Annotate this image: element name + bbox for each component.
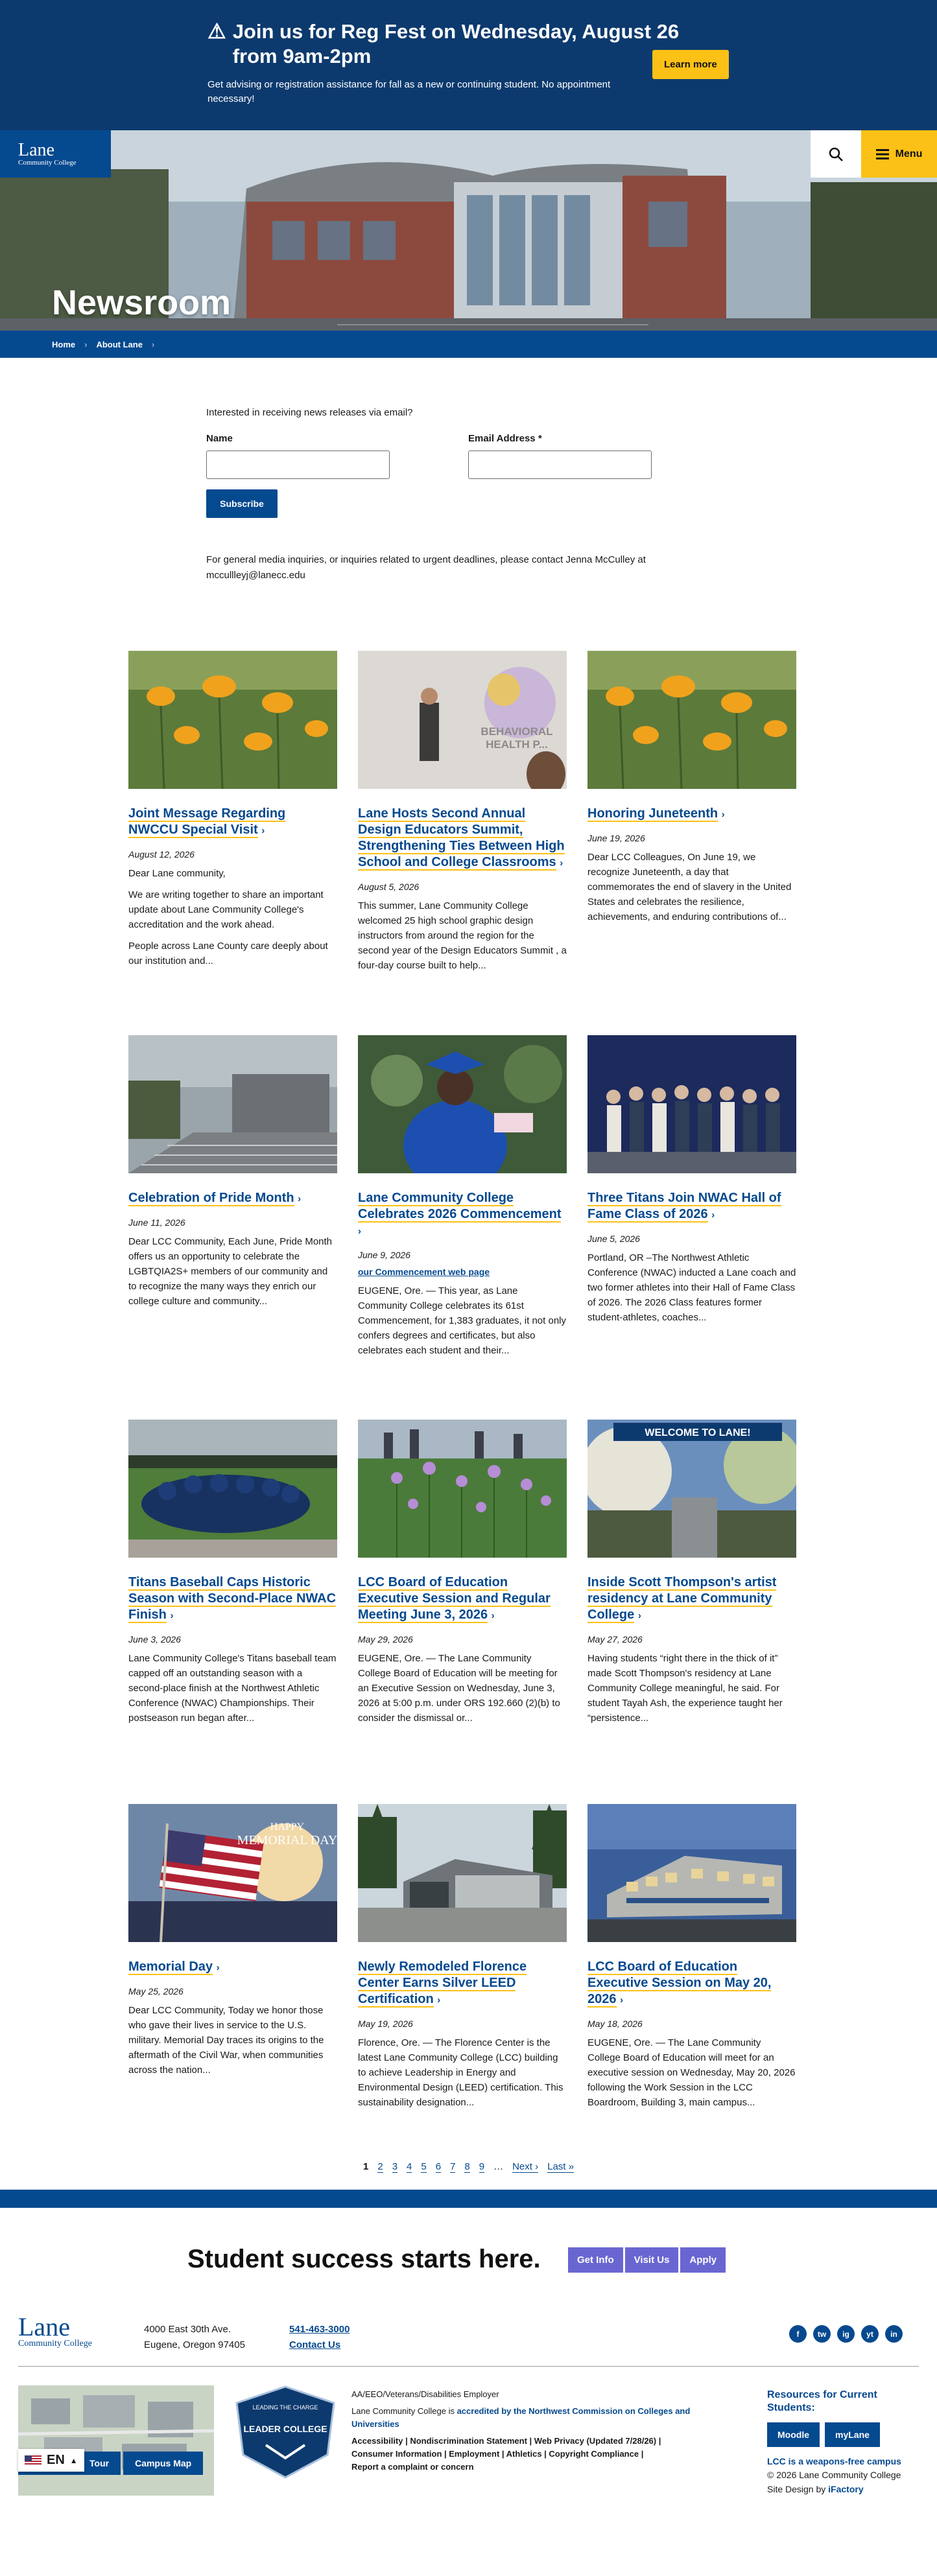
news-card-excerpt: Dear LCC Community, Each June, Pride Month offers us an opportunity to celebrate the LGBTQIA2S+ members of our community and to recognize the many ways they enrich our college culture and community... — [128, 1236, 333, 1307]
news-card — [128, 1420, 337, 1726]
news-card-image[interactable] — [358, 651, 567, 789]
chevron-right-icon: › — [560, 858, 563, 869]
news-image-graphic — [358, 651, 567, 789]
news-card — [587, 1804, 796, 2110]
phone-link[interactable]: 541-463-3000 — [289, 2324, 350, 2335]
language-code: EN — [47, 2453, 65, 2467]
name-label: Name — [206, 433, 233, 444]
news-card-image[interactable] — [128, 1804, 337, 1942]
contact-us-link[interactable]: Contact Us — [289, 2339, 341, 2350]
student-resources — [767, 2389, 923, 2495]
twitter-icon[interactable]: tw — [813, 2325, 831, 2343]
footer-logo-subtext: Community College — [18, 2339, 92, 2348]
news-card-title[interactable] — [358, 1959, 567, 2008]
news-title-text[interactable]: LCC Board of Education Executive Session and Regular Meeting June 3, 2026 — [358, 1575, 551, 1622]
memorial-text-line1: HAPPY — [270, 1821, 305, 1832]
chevron-right-icon: › — [620, 1995, 624, 2006]
page-link[interactable]: 3 — [392, 2161, 398, 2172]
logo-text: Lane — [18, 139, 54, 160]
menu-button[interactable] — [861, 130, 937, 178]
news-image-graphic — [128, 1035, 337, 1173]
news-card-excerpt: Lane Community College's Titans baseball team capped off an outstanding season with a second-place finish at the Northwest Athletic Conference (NWAC) Championships. Their postseason run began after... — [128, 1653, 337, 1724]
chevron-right-icon: › — [637, 1610, 641, 1621]
news-image-graphic — [587, 1420, 796, 1558]
resources-title: Resources for Current Students: — [767, 2389, 877, 2413]
page-link[interactable]: 4 — [407, 2161, 412, 2172]
address-line2: Eugene, Oregon 97405 — [144, 2339, 245, 2350]
page-title: Newsroom — [52, 283, 231, 322]
facebook-icon[interactable]: f — [789, 2325, 807, 2343]
campus-map-button[interactable]: Campus Map — [123, 2452, 203, 2475]
subscribe-button[interactable]: Subscribe — [206, 489, 278, 518]
menu-label: Menu — [895, 148, 923, 159]
legal-links-3[interactable]: Report a complaint or concern — [351, 2462, 474, 2472]
news-title-text[interactable]: Three Titans Join NWAC Hall of Fame Class of 2026 — [587, 1191, 781, 1221]
leader-college-badge — [230, 2383, 340, 2481]
news-title-text[interactable]: Memorial Day — [128, 1960, 213, 1974]
chevron-right-icon: › — [298, 1193, 302, 1204]
site-design-prefix: Site Design by — [767, 2484, 829, 2494]
chevron-right-icon: › — [170, 1610, 174, 1621]
news-card-date: May 25, 2026 — [128, 1986, 184, 1996]
news-card-excerpt: EUGENE, Ore. — The Lane Community College Board of Education will meet for an executive session on Wednesday, May 20, 2026 following the Work Session in the LCC Boardroom, Building 3, main campus... — [587, 2037, 796, 2108]
news-card-image[interactable] — [587, 651, 796, 789]
search-button[interactable] — [811, 130, 861, 178]
news-image-graphic — [358, 1035, 567, 1173]
poster-text-line2: HEALTH P... — [486, 738, 548, 751]
logo-subtext: Community College — [18, 158, 77, 167]
news-card-date: June 5, 2026 — [587, 1234, 640, 1244]
us-flag-icon — [25, 2455, 42, 2466]
cta-buttons — [568, 2247, 728, 2273]
page-link[interactable]: 9 — [479, 2161, 485, 2172]
hero-building-image — [0, 130, 937, 358]
news-image-graphic — [587, 1804, 796, 1942]
linkedin-icon[interactable]: in — [885, 2325, 903, 2343]
legal-links-2[interactable]: Consumer Information | Employment | Athletics | Copyright Compliance | — [351, 2449, 644, 2459]
apply-button[interactable]: Apply — [680, 2247, 726, 2273]
moodle-button[interactable]: Moodle — [767, 2422, 820, 2447]
pagination — [0, 2161, 937, 2173]
page-ellipsis: … — [493, 2161, 504, 2172]
page-link[interactable]: 8 — [464, 2161, 470, 2172]
news-card-excerpt: EUGENE, Ore. — This year, as Lane Community College celebrates its 61st Commencement, for 1,383 graduates, it not only confers degrees and certificates, but also celebrates each student and their... — [358, 1285, 567, 1356]
language-selector[interactable] — [18, 2449, 84, 2472]
news-card-date: June 11, 2026 — [128, 1217, 185, 1228]
news-card-image[interactable] — [587, 1420, 796, 1558]
news-image-graphic — [128, 1804, 337, 1942]
news-card-excerpt: People across Lane County care deeply about our institution and... — [128, 941, 328, 966]
chevron-right-icon: › — [216, 1962, 220, 1973]
get-info-button[interactable]: Get Info — [568, 2247, 623, 2273]
news-card-image[interactable] — [128, 1420, 337, 1558]
youtube-icon[interactable]: yt — [861, 2325, 879, 2343]
page-link[interactable]: 5 — [421, 2161, 427, 2172]
copyright: © 2026 Lane Community College — [767, 2470, 901, 2480]
lane-logo[interactable] — [0, 130, 111, 178]
news-card-title[interactable] — [587, 1575, 796, 1624]
page-link[interactable]: 6 — [435, 2161, 442, 2172]
news-card — [358, 651, 567, 973]
news-card-date: August 12, 2026 — [128, 849, 195, 860]
news-image-graphic — [587, 1035, 796, 1173]
news-image-graphic — [128, 651, 337, 789]
name-field[interactable] — [206, 451, 390, 479]
news-card-image[interactable] — [128, 1035, 337, 1173]
news-card-date: May 18, 2026 — [587, 2019, 643, 2029]
news-image-graphic — [358, 1804, 567, 1942]
subscribe-section — [0, 358, 937, 618]
alert-title-text: Join us for Reg Fest on Wednesday, August 26 from 9am-2pm — [232, 20, 680, 67]
news-card-date: June 3, 2026 — [128, 1634, 181, 1645]
news-card-excerpt: Portland, OR –The Northwest Athletic Conference (NWAC) inducted a Lane coach and two former athletes into their Hall of Fame Class of 2026. The 2026 Class features former student-athletes, coaches... — [587, 1252, 796, 1323]
alert-banner — [0, 0, 937, 130]
resource-buttons — [767, 2422, 923, 2447]
news-card — [128, 651, 337, 968]
alert-title — [208, 19, 726, 69]
page-current: 1 — [363, 2161, 369, 2172]
footer-logo[interactable] — [18, 2312, 92, 2349]
news-title-text[interactable]: Lane Community College Celebrates 2026 Commencement — [358, 1191, 562, 1221]
news-card — [128, 1804, 337, 2078]
visit-us-button[interactable]: Visit Us — [625, 2247, 679, 2273]
news-card-image[interactable] — [358, 1804, 567, 1942]
campus-map-image[interactable] — [18, 2385, 214, 2496]
badge-top-text: LEADING THE CHARGE — [252, 2404, 318, 2411]
hamburger-icon — [876, 149, 889, 159]
subscribe-question: Interested in receiving news releases via email? — [206, 407, 413, 418]
page-link[interactable]: 2 — [377, 2161, 383, 2172]
news-grid — [0, 618, 937, 2190]
news-image-graphic — [358, 1420, 567, 1558]
address-line1: 4000 East 30th Ave. — [144, 2324, 231, 2335]
news-card-date: August 5, 2026 — [358, 882, 420, 892]
news-card-image[interactable] — [587, 1804, 796, 1942]
news-card-excerpt: Dear LCC Colleagues, On June 19, we recognize Juneteenth, a day that commemorates the end of slavery in the United States and celebrates the resilience, achievements, and enduring contributions of... — [587, 852, 792, 922]
news-image-graphic — [587, 651, 796, 789]
chevron-right-icon: › — [721, 809, 725, 820]
next-page-link[interactable]: Next › — [512, 2161, 539, 2172]
news-card-link[interactable]: our Commencement web page — [358, 1267, 490, 1277]
news-card-excerpt: We are writing together to share an important update about Lane Community College's accreditation and the work ahead. — [128, 889, 324, 930]
footer-address — [144, 2322, 245, 2353]
footer-logo-text: Lane — [18, 2312, 70, 2341]
news-title-text[interactable]: Newly Remodeled Florence Center Earns Silver LEED Certification — [358, 1960, 527, 2006]
chevron-right-icon: › — [84, 339, 88, 349]
instagram-icon[interactable]: ig — [837, 2325, 855, 2343]
chevron-right-icon: › — [711, 1210, 715, 1221]
chevron-right-icon: › — [151, 339, 155, 349]
news-card — [587, 651, 796, 924]
news-card-title[interactable] — [358, 1190, 567, 1239]
accreditation-link[interactable]: accredited by the Northwest Commission on Colleges and Universities — [351, 2406, 691, 2429]
page-link[interactable]: 7 — [450, 2161, 456, 2172]
learn-more-button[interactable]: Learn more — [652, 50, 729, 79]
news-card-title[interactable] — [128, 806, 337, 839]
news-card-image[interactable] — [358, 1035, 567, 1173]
eeo-statement: AA/EEO/Veterans/Disabilities Employer — [351, 2389, 499, 2399]
news-card-excerpt: Dear LCC Community, Today we honor those who gave their lives in service to the U.S. military. Memorial Day traces its origins to the aftermath of the Civil War, when communities across the nation... — [128, 2005, 324, 2076]
breadcrumb — [0, 331, 937, 358]
news-card-excerpt: EUGENE, Ore. — The Lane Community College Board of Education will be meeting for an Executive Session on Wednesday, June 3, 2026 at 5:00 p.m. under ORS 192.660 (2)(b) to consider the dismissal or... — [358, 1653, 560, 1724]
news-card-image[interactable] — [128, 651, 337, 789]
news-card-title[interactable] — [128, 1959, 337, 1976]
news-card-date: May 29, 2026 — [358, 1634, 413, 1645]
news-card — [358, 1420, 567, 1726]
chevron-right-icon: › — [437, 1995, 441, 2006]
footer-divider — [18, 2366, 919, 2367]
poster-text-line1: BEHAVIORAL — [480, 725, 553, 738]
breadcrumb-home[interactable]: Home — [52, 339, 76, 349]
map-graphic — [18, 2385, 214, 2496]
site-design — [767, 2483, 923, 2495]
news-card-excerpt: Florence, Ore. — The Florence Center is the latest Lane Community College (LCC) building to achieve Leadership in Energy and Environmental Design (LEED) certification. This sustainability designation... — [358, 2037, 563, 2108]
news-title-text[interactable]: Celebration of Pride Month — [128, 1191, 294, 1205]
news-card-title[interactable] — [128, 1190, 337, 1207]
news-card-date: May 27, 2026 — [587, 1634, 643, 1645]
news-title-text[interactable]: Inside Scott Thompson's artist residency at Lane Community College — [587, 1575, 777, 1622]
news-card-date: June 9, 2026 — [358, 1250, 410, 1260]
mylane-button[interactable]: myLane — [825, 2422, 880, 2447]
news-card-title[interactable] — [587, 806, 796, 823]
news-card-date: June 19, 2026 — [587, 833, 645, 843]
news-card — [587, 1035, 796, 1325]
news-card-title[interactable] — [587, 1190, 796, 1223]
legal-links-1[interactable]: Accessibility | Nondiscrimination Statement | Web Privacy (Updated 7/28/26) | — [351, 2436, 661, 2446]
alert-content — [208, 19, 726, 106]
news-card-title[interactable] — [587, 1959, 796, 2008]
chevron-up-icon: ▲ — [69, 2455, 78, 2465]
badge-main-text: LEADER COLLEGE — [243, 2424, 327, 2434]
news-card — [358, 1035, 567, 1358]
news-title-text[interactable]: Joint Message Regarding NWCCU Special Visit — [128, 806, 286, 837]
footer-legal — [351, 2388, 728, 2474]
footer — [0, 2302, 937, 2494]
last-page-link[interactable]: Last » — [547, 2161, 574, 2172]
news-card — [128, 1035, 337, 1309]
blue-band — [0, 2190, 937, 2208]
news-title-text[interactable]: Honoring Juneteenth — [587, 806, 718, 821]
news-card — [587, 1420, 796, 1726]
news-title-text[interactable]: LCC Board of Education Executive Session on May 20, 2026 — [587, 1960, 772, 2006]
news-card-image[interactable] — [358, 1420, 567, 1558]
chevron-right-icon: › — [358, 1226, 361, 1237]
tour-button[interactable]: Tour — [18, 2452, 121, 2475]
hero — [0, 130, 937, 358]
news-card-image[interactable] — [587, 1035, 796, 1173]
cta-section — [0, 2208, 937, 2302]
social-links — [789, 2325, 903, 2343]
news-card-excerpt: This summer, Lane Community College welcomed 25 high school graphic design instructors from around the region for the second year of the Design Educators Summit , a four-day course built to help... — [358, 900, 567, 971]
weapons-free-link[interactable]: LCC is a weapons-free campus — [767, 2456, 901, 2466]
news-card-title[interactable] — [128, 1575, 337, 1624]
news-card-date: May 19, 2026 — [358, 2019, 413, 2029]
news-image-graphic — [128, 1420, 337, 1558]
search-icon — [828, 146, 844, 162]
welcome-sign-text: WELCOME TO LANE! — [645, 1427, 751, 1438]
accreditation-line — [351, 2405, 728, 2431]
warning-icon: ⚠ — [208, 19, 226, 43]
media-note: For general media inquiries, or inquiries related to urgent deadlines, please contact Jenna McCulley at mccullleyj@lanecc.edu — [206, 554, 646, 581]
chevron-right-icon: › — [491, 1610, 495, 1621]
news-card-excerpt: Dear Lane community, — [128, 868, 226, 879]
news-card — [358, 1804, 567, 2110]
cta-title: Student success starts here. — [187, 2245, 541, 2273]
news-card-title[interactable] — [358, 1575, 567, 1624]
breadcrumb-about[interactable]: About Lane — [96, 339, 143, 349]
footer-contact — [289, 2322, 350, 2353]
alert-text: Get advising or registration assistance for fall as a new or continuing student. No appointment necessary! — [208, 79, 611, 104]
email-field[interactable] — [468, 451, 652, 479]
email-label: Email Address * — [468, 433, 542, 444]
ifactory-link[interactable]: iFactory — [828, 2484, 864, 2494]
news-title-text[interactable]: Lane Hosts Second Annual Design Educators Summit, Strengthening Ties Between High School and College Classrooms — [358, 806, 565, 869]
accredited-prefix: Lane Community College is — [351, 2406, 457, 2416]
chevron-right-icon: › — [261, 825, 265, 836]
memorial-text-line2: MEMORIAL DAY — [237, 1833, 337, 1847]
news-title-text[interactable]: Titans Baseball Caps Historic Season with Second-Place NWAC Finish — [128, 1575, 337, 1622]
news-card-title[interactable] — [358, 806, 567, 871]
news-card-excerpt: Having students “right there in the thick of it” made Scott Thompson's residency at Lane Community College meaningful, he said. For student Tayah Ash, the experience taught her “persistence... — [587, 1653, 783, 1724]
